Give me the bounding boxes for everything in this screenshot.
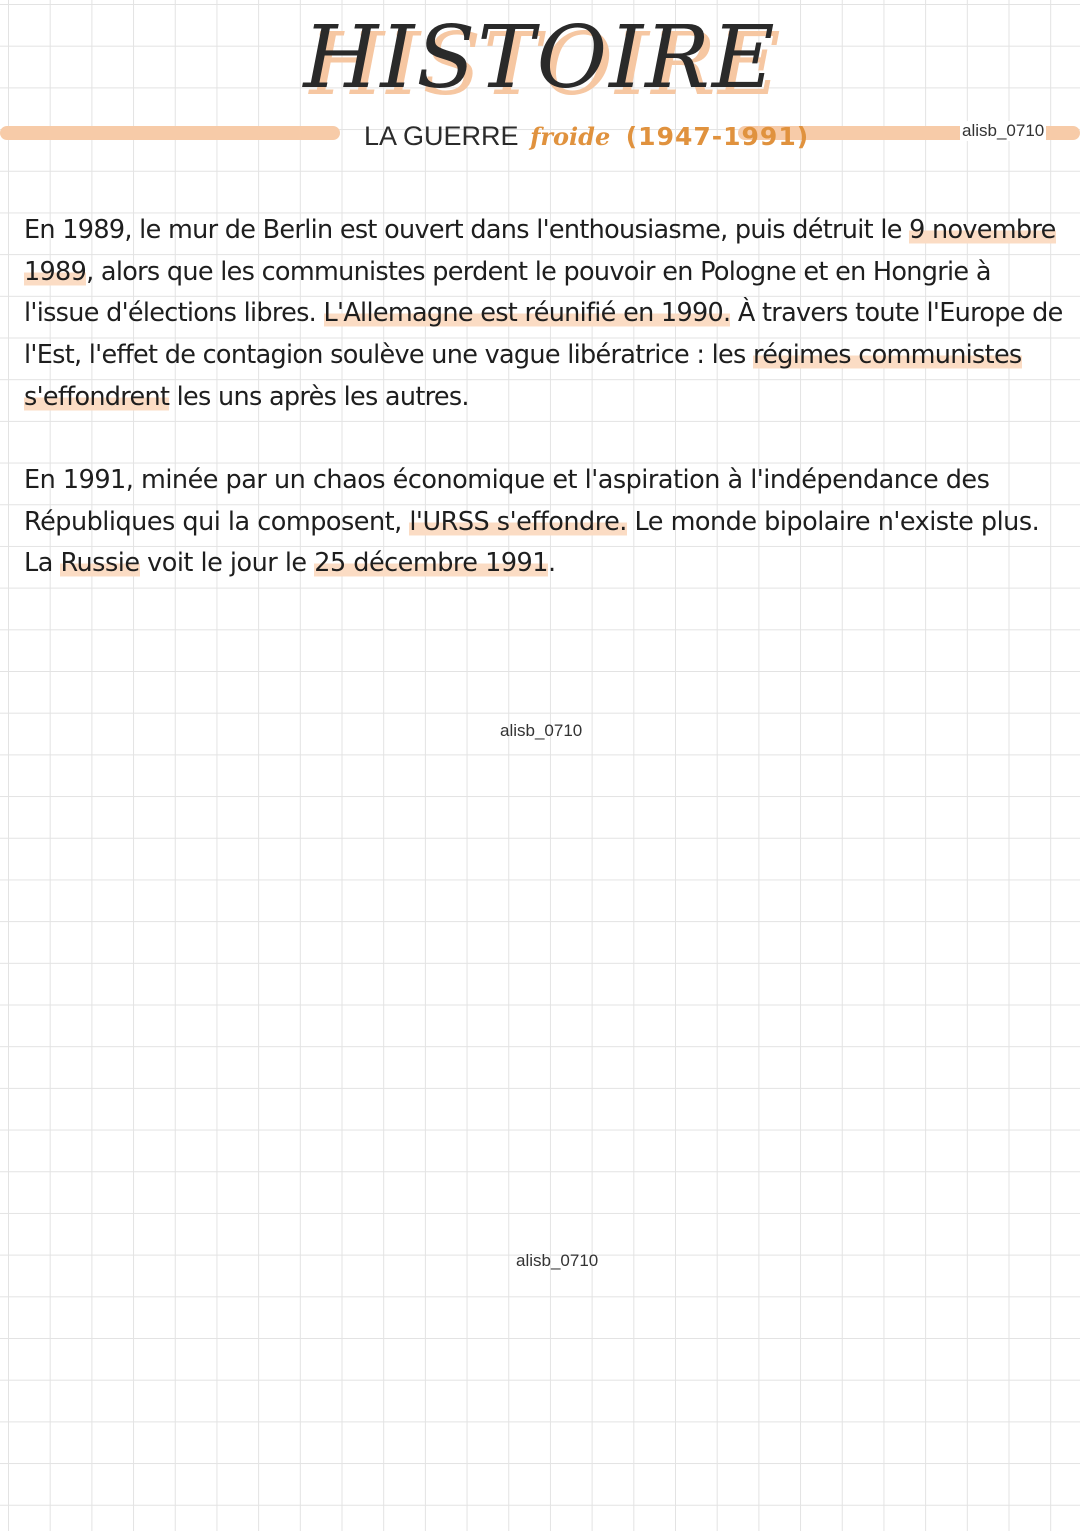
- highlight-urss: l'URSS s'effondre.: [409, 506, 627, 537]
- watermark-bottom: alisb_0710: [516, 1251, 599, 1270]
- page-subtitle: [364, 116, 809, 157]
- text-segment: les uns après les autres.: [169, 381, 469, 412]
- subtitle-main: LA GUERRE: [364, 121, 519, 151]
- author-handle: alisb_0710: [962, 121, 1045, 140]
- text-segment: À travers toute l'Europe de l'Est, l'effet de contagion soulève une vague libératrice : les: [24, 298, 1063, 371]
- page-title: HISTOIRE: [303, 8, 777, 108]
- subtitle-accent: froide: [530, 122, 611, 151]
- highlight-reunification: L'Allemagne est réunifié en 1990.: [323, 298, 731, 329]
- text-segment: En 1991, minée par un chaos économique et l'aspiration à l'indépendance des Républiques qui la composent,: [24, 465, 990, 537]
- text-segment: En 1989, le mur de Berlin est ouvert dans l'enthousiasme, puis détruit le: [24, 215, 910, 245]
- highlight-date: 9 novembre 1989: [24, 215, 1056, 287]
- text-segment: .: [548, 548, 556, 579]
- text-segment: Le monde bipolaire n'existe plus. La: [24, 506, 1040, 579]
- highlight-russie: Russie: [60, 548, 140, 579]
- watermark-middle: alisb_0710: [500, 721, 583, 740]
- decorative-bar-left: [0, 126, 340, 140]
- highlight-regimes: régimes communistes s'effondrent: [24, 340, 1022, 412]
- paragraph-1989: [24, 210, 1064, 419]
- text-segment: , alors que les communistes perdent le pouvoir en Pologne et en Hongrie à l'issue d'élections libres.: [24, 256, 991, 329]
- paragraph-1991: [24, 460, 1064, 585]
- subtitle-years: (1947-1991): [625, 122, 810, 151]
- text-segment: voit le jour le: [139, 548, 315, 579]
- highlight-date-1991: 25 décembre 1991: [314, 548, 548, 579]
